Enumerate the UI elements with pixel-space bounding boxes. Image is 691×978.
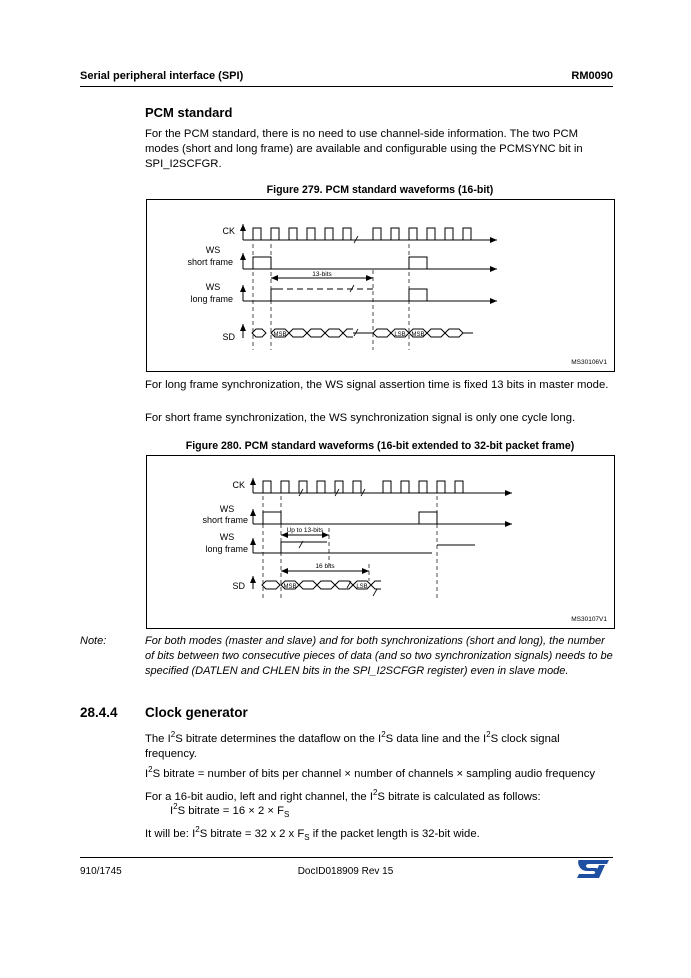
st-logo-icon bbox=[575, 858, 611, 880]
figure-280-id: MS30107V1 bbox=[571, 616, 607, 623]
ws-short-label-2: short frame bbox=[187, 257, 233, 267]
clock-paragraph-1: The $I^2S$ bitrate determines the dataflow on the $I^2S$ data line and the $I^2S$ clock signal frequency. bbox=[145, 730, 560, 760]
long-frame-paragraph: For long frame synchronization, the WS signal assertion time is fixed 13 bits in master mode. bbox=[145, 379, 609, 391]
running-header-docref: RM0090 bbox=[571, 70, 613, 82]
ws-long-label-1-280: WS bbox=[219, 532, 235, 542]
st-logo bbox=[575, 858, 611, 885]
note-text: For both modes (master and slave) and for both synchronizations (short and long), the number of bits between two consecutive pieces of data (and so two synchronization signals) needs to be specified (DATLEN and CHLEN bits in the SPI_I2SCFGR register) even in slave mode. bbox=[145, 635, 613, 677]
footer-rule bbox=[80, 857, 613, 858]
bits-up-to-13-label: Up to 13-bits bbox=[286, 527, 324, 534]
section-number-clock: 28.4.4 bbox=[80, 705, 118, 720]
ws-short-label-1: WS bbox=[205, 245, 221, 255]
running-header-title: Serial peripheral interface (SPI) bbox=[80, 70, 244, 82]
figure-279 bbox=[146, 199, 615, 372]
ws-short-label-2-280: short frame bbox=[202, 515, 248, 525]
sd-lsb-label: LSB bbox=[394, 332, 406, 338]
figure-279-caption: Figure 279. PCM standard waveforms (16-bit) bbox=[266, 184, 494, 196]
sd-msb-label: MSB bbox=[273, 332, 287, 338]
clock-paragraph-3: For a 16-bit audio, left and right channel, the $I^2S$ bitrate is calculated as follows: bbox=[145, 788, 541, 803]
clock-paragraph-4: It will be: $I^2S$ bitrate = 32 x 2 x $F_S$ if the packet length is 32-bit wide. bbox=[145, 825, 480, 843]
header-rule bbox=[80, 86, 613, 87]
figure-280 bbox=[146, 455, 615, 629]
clock-paragraph-2: $I^2S$ bitrate = number of bits per channel × number of channels × sampling audio frequency bbox=[145, 765, 596, 780]
figure-280-waveforms bbox=[147, 456, 614, 628]
bitrate-equation: $I^2S$ bitrate = $16 \times 2 \times F_S$ bbox=[170, 802, 290, 820]
page-number: 910/1745 bbox=[80, 866, 122, 877]
sd-label-280: SD bbox=[232, 581, 245, 591]
ws-short-label-1-280: WS bbox=[219, 504, 235, 514]
bits-13-label: 13-bits bbox=[312, 271, 332, 278]
ws-long-label-1: WS bbox=[205, 282, 221, 292]
document-id: DocID018909 Rev 15 bbox=[297, 866, 394, 877]
pcm-intro-paragraph: For the PCM standard, there is no need to use channel-side information. The two PCM modes (short and long frame) are available and configurable using the PCMSYNC bit in SPI_I2SCFGR. bbox=[145, 128, 583, 170]
sd-msb2-label: MSB bbox=[411, 332, 425, 338]
note-label: Note: bbox=[80, 635, 107, 647]
figure-280-caption: Figure 280. PCM standard waveforms (16-bit extended to 32-bit packet frame) bbox=[185, 440, 575, 452]
ck-label: CK bbox=[222, 226, 235, 236]
section-title-clock: Clock generator bbox=[145, 705, 248, 720]
ws-long-label-2-280: long frame bbox=[205, 544, 248, 554]
bits-16-label: 16 bits bbox=[315, 563, 335, 570]
figure-279-waveforms bbox=[147, 200, 614, 371]
sd-msb-label-280: MSB bbox=[283, 584, 297, 590]
figure-279-id: MS30106V1 bbox=[571, 359, 607, 366]
ws-long-label-2: long frame bbox=[190, 294, 233, 304]
ck-label-280: CK bbox=[232, 480, 245, 490]
short-frame-paragraph: For short frame synchronization, the WS synchronization signal is only one cycle long. bbox=[145, 412, 576, 424]
sd-lsb-label-280: LSB bbox=[356, 584, 368, 590]
section-title-pcm: PCM standard bbox=[145, 105, 233, 120]
sd-label: SD bbox=[222, 332, 235, 342]
